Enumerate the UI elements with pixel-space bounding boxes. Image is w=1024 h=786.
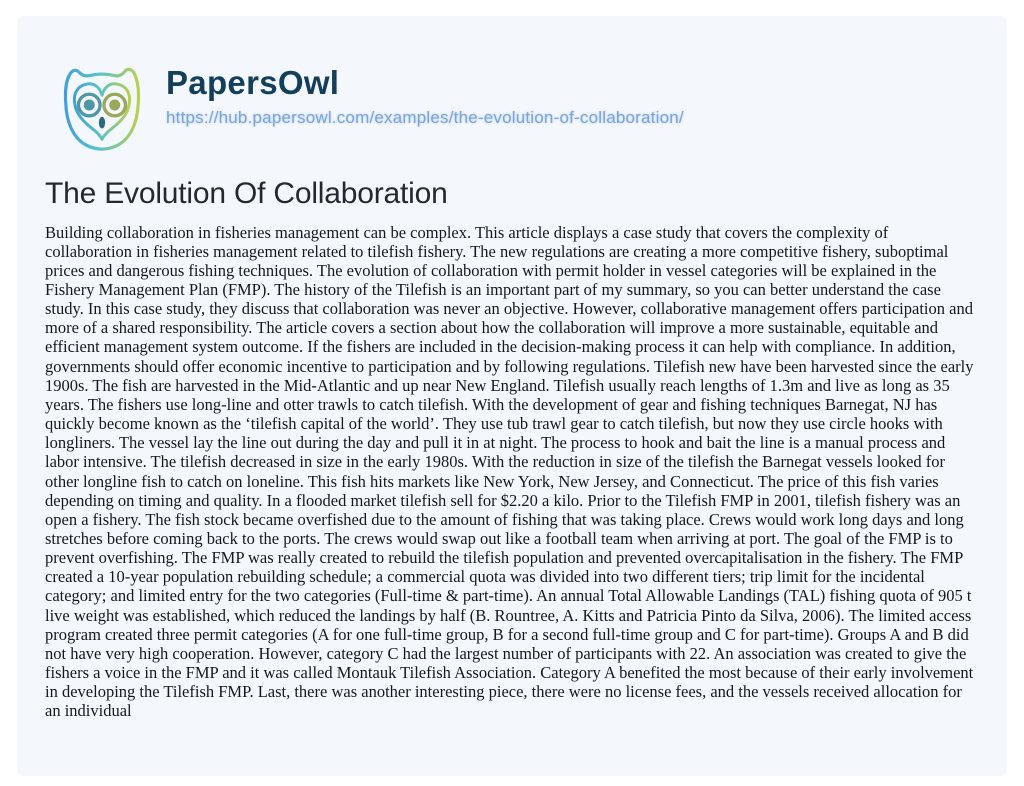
document-card [17, 16, 1007, 776]
page-title: The Evolution Of Collaboration [45, 177, 448, 210]
site-header [53, 56, 1007, 158]
brand-block [166, 56, 684, 128]
source-url-link[interactable]: https://hub.papersowl.com/examples/the-evolution-of-collaboration/ [166, 108, 684, 128]
brand-name: PapersOwl [166, 64, 340, 101]
article-body-text: Building collaboration in fisheries management can be complex. This article displays a case study that covers the complexity of collaboration in fisheries management related to tilefish fishery. The new regulations are creating a more competitive fishery, suboptimal prices and dangerous fishing techniques. The evolution of collaboration with permit holder in vessel categories will be explained in the Fishery Management Plan (FMP). The history of the Tilefish is an important part of my summary, so you can better understand the case study. In this case study, they discuss that collaboration was never an objective. However, collaborative management offers participation and more of a shared responsibility. The article covers a section about how the collaboration will improve a more sustainable, equitable and efficient management system outcome. If the fishers are included in the decision-making process it can help with compliance. In addition, governments should offer economic incentive to participation and by following regulations. Tilefish new have been harvested since the early 1900s. The fish are harvested in the Mid-Atlantic and up near New England. Tilefish usually reach lengths of 1.3m and live as long as 35 years. The fishers use long-line and otter trawls to catch tilefish. With the development of gear and fishing techniques Barnegat, NJ has quickly become known as the ‘tilefish capital of the world’. They use tub trawl gear to catch tilefish, but now they use circle hooks with longliners. The vessel lay the line out during the day and pull it in at night. The process to hook and bait the line is a manual process and labor intensive. The tilefish decreased in size in the early 1980s. With the reduction in size of the tilefish the Barnegat vessels looked for other longline fish to catch on loneline. This fish hits markets like New York, New Jersey, and Connecticut. The price of this fish varies depending on timing and quality. In a flooded market tilefish sell for $2.20 a kilo. Prior to the Tilefish FMP in 2001, tilefish fishery was an open a fishery. The fish stock became overfished due to the amount of fishing that was taking place. Crews would work long days and long stretches before coming back to the ports. The crews would swap out like a football team when arriving at port. The goal of the FMP is to prevent overfishing. The FMP was really created to rebuild the tilefish population and prevented overcapitalisation in the fishery. The FMP created a 10-year population rebuilding schedule; a commercial quota was divided into two different tiers; trip limit for the incidental category; and limited entry for the two categories (Full-time & part-time). An annual Total Allowable Landings (TAL) fishing quota of 905 t live weight was established, which reduced the landings by half (B. Rountree, A. Kitts and Patricia Pinto da Silva, 2006). The limited access program created three permit categories (A for one full-time group, B for a second full-time group and C for part-time). Groups A and B did not have very high cooperation. However, category C had the largest number of participants with 22. An association was created to give the fishers a voice in the FMP and it was called Montauk Tilefish Association. Category A benefited the most because of their early involvement in developing the Tilefish FMP. Last, there was another interesting piece, there were no license fees, and the vessels received allocation for an individual [45, 222, 974, 721]
papersowl-owl-logo-icon [53, 56, 151, 158]
